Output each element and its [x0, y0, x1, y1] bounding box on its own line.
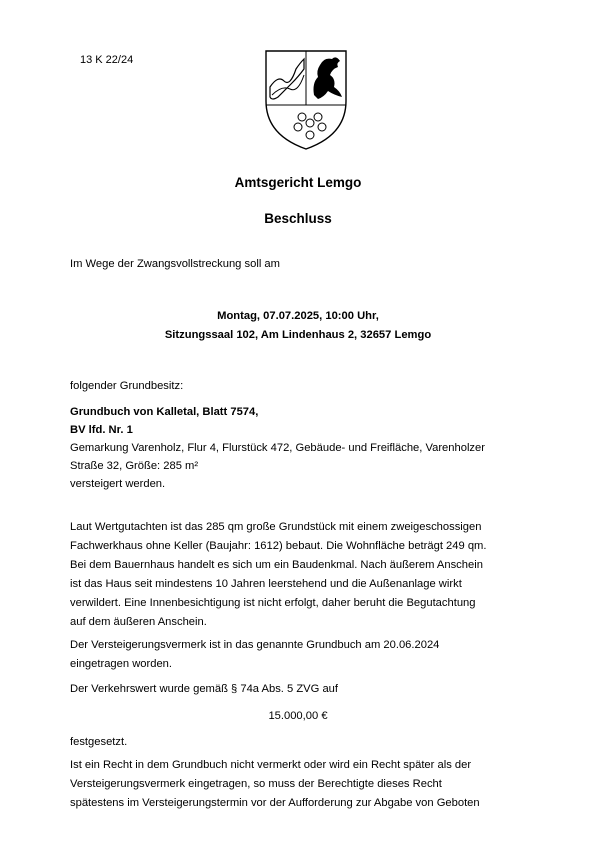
market-value-intro: Der Verkehrswert wurde gemäß § 74a Abs. 5 ZVG auf	[70, 683, 339, 695]
valuation-line: Laut Wertgutachten ist das 285 qm große Grundstück mit einem zweigeschossigen	[70, 521, 482, 533]
appointment-location: Sitzungssaal 102, Am Lindenhaus 2, 32657 Lemgo	[164, 329, 432, 341]
property-intro: folgender Grundbesitz:	[70, 380, 184, 392]
nrw-coat-of-arms-icon	[262, 45, 350, 153]
case-reference: 13 K 22/24	[80, 54, 134, 66]
document-title: Beschluss	[264, 211, 332, 226]
valuation-line: verwildert. Eine Innenbesichtigung ist nicht erfolgt, daher beruht die Begutachtung	[70, 597, 476, 609]
property-outcome: versteigert werden.	[70, 478, 166, 490]
rights-line: Ist ein Recht in dem Grundbuch nicht vermerkt oder wird ein Recht später als der	[70, 759, 472, 771]
court-name: Amtsgericht Lemgo	[234, 175, 362, 190]
registration-line: eingetragen worden.	[70, 658, 173, 670]
intro-text: Im Wege der Zwangsvollstreckung soll am	[70, 258, 280, 270]
valuation-line: Bei dem Bauernhaus handelt es sich um ein Baudenkmal. Nach äußerem Anschein	[70, 559, 483, 571]
valuation-line: Fachwerkhaus ohne Keller (Baujahr: 1612) bebaut. Die Wohnfläche beträgt 249 qm.	[70, 540, 487, 552]
register-item: BV lfd. Nr. 1	[70, 424, 133, 436]
rights-line: Versteigerungsvermerk eingetragen, so muss der Berechtigte dieses Recht	[70, 778, 442, 790]
valuation-line: auf dem äußeren Anschein.	[70, 616, 207, 628]
land-register: Grundbuch von Kalletal, Blatt 7574,	[70, 406, 259, 418]
valuation-line: ist das Haus seit mindestens 10 Jahren leerstehend und die Außenanlage wirkt	[70, 578, 462, 590]
fixed-text: festgesetzt.	[70, 736, 128, 748]
market-value: 15.000,00 €	[268, 710, 328, 722]
rights-line: spätestens im Versteigerungstermin vor der Aufforderung zur Abgabe von Geboten	[70, 797, 480, 809]
property-description-line: Straße 32, Größe: 285 m²	[70, 460, 199, 472]
registration-line: Der Versteigerungsvermerk ist in das genannte Grundbuch am 20.06.2024	[70, 639, 440, 651]
appointment-date: Montag, 07.07.2025, 10:00 Uhr,	[217, 310, 379, 322]
property-description-line: Gemarkung Varenholz, Flur 4, Flurstück 472, Gebäude- und Freifläche, Varenholzer	[70, 442, 485, 454]
